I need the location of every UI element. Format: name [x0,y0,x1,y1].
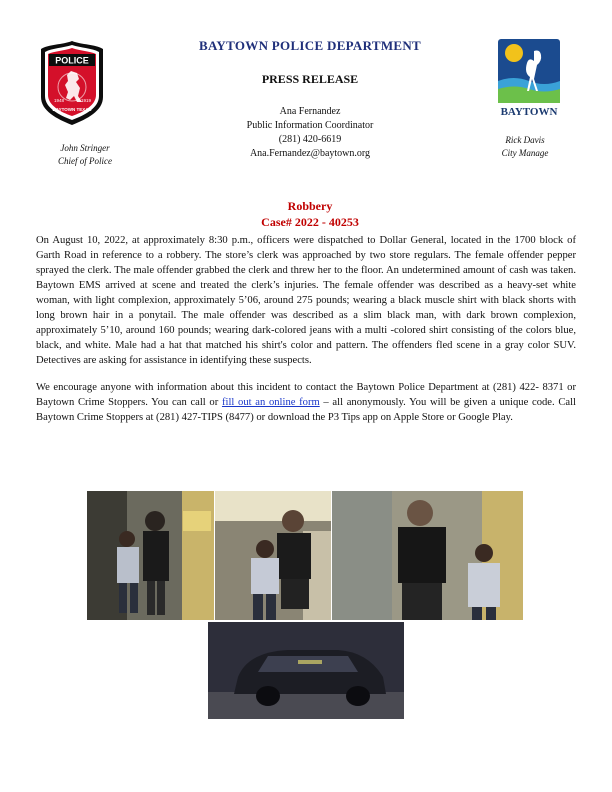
online-form-link[interactable]: fill out an online form [221,397,320,408]
badge-top-text: POLICE [55,55,89,66]
contact-phone: (281) 420-6619 [278,134,342,145]
tips-text-after: – all anonymously. You will be given a unique code. Call Baytown Crime Stoppers at (281) 427-TIPS (8477) or download the P3 Tips app on Apple Store or Google Play. [36,397,576,423]
headline-title: Robbery [287,199,333,213]
department-title: BAYTOWN POLICE DEPARTMENT [198,38,422,53]
tips-paragraph [36,380,576,425]
surveillance-photo-2 [215,491,331,620]
contact-email: Ana.Fernandez@baytown.org [249,148,371,159]
baytown-city-logo [496,37,562,119]
press-release-body [36,233,576,437]
city-logo-text: BAYTOWN [500,106,558,118]
surveillance-photo-3 [332,491,523,620]
chief-block [30,142,140,168]
badge-year-left: 1948 [54,98,65,103]
case-number: Case# 2022 - 40253 [261,215,359,229]
chief-title: Chief of Police [58,156,112,166]
badge-bottom-text: BAYTOWN TEXAS [52,107,92,112]
contact-title: Public Information Coordinator [246,120,374,131]
police-badge-logo [37,39,107,127]
manager-block [470,134,580,160]
headline [150,198,470,230]
surveillance-photo-1 [87,491,214,620]
badge-year-right: 1919 [81,98,92,103]
surveillance-photo-vehicle [208,622,404,719]
incident-paragraph: On August 10, 2022, at approximately 8:30 p.m., officers were dispatched to Dollar General, located in the 1700 block of Garth Road in reference to a robbery. The store’s clerk was approached by two store regulars. The female offender pepper sprayed the clerk. The male offender grabbed the clerk and threw her to the floor. An undetermined amount of cash was taken. Baytown EMS arrived at scene and treated the clerk’s injuries. The female offender was described as a heavy-set white woman, with light complexion, approximately 5’06, around 275 pounds; wearing a black muscle shirt with black shorts with long brown hair in a ponytail. The male offender was described as a slim black man, with dark brown complexion, approximately 5’10, around 160 pounds; wearing dark-colored jeans with a multi -colored shirt consisting of the colors blue, black, and white. Male had a hat that matched his shirt's color and pattern. The offenders fled scene in a gray color SUV. Detectives are asking for assistance in identifying these suspects. [36,235,576,366]
press-release-heading: PRESS RELEASE [261,72,359,86]
chief-name: John Stringer [60,143,110,153]
contact-name: Ana Fernandez [279,106,341,117]
manager-title: City Manage [501,148,549,158]
tips-text-before: We encourage anyone with information about this incident to contact the Baytown Police Department at (281) 422- 8371 or Baytown Crime Stoppers. You can call or [36,382,576,408]
contact-block [200,105,420,161]
manager-name: Rick Davis [505,135,545,145]
